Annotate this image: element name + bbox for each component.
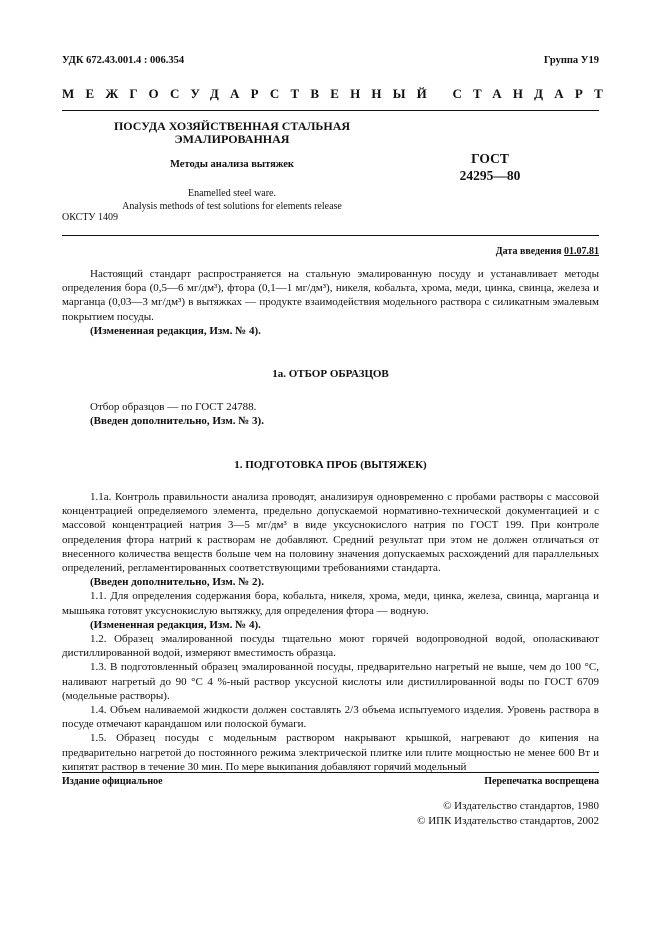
section-1-heading: 1. ПОДГОТОВКА ПРОБ (ВЫТЯЖЕК) <box>234 459 427 471</box>
effective-date-value: 01.07.81 <box>564 246 599 257</box>
udk-code: УДК 672.43.001.4 : 006.354 <box>62 55 185 66</box>
section-1a-body <box>62 400 599 428</box>
section-1-body <box>62 490 599 774</box>
copyright-2002: © ИПК Издательство стандартов, 2002 <box>417 815 599 827</box>
gost-number: 24295—80 <box>459 168 521 183</box>
intro-section <box>62 267 599 338</box>
intro-paragraph: Настоящий стандарт распространяется на стальную эмалированную посуду и устанавливает методы определения бора (0,5—6 мг/дм³), фтора (0,1—1 мг/дм³), никеля, кобальта, хрома, меди, цинка, свинца, железа и марганца (0,03—3 мг/дм³) в вытяжках — продукте взаимодействия модельного раствора с силикатным эмалевым покрытием посуды. <box>62 268 599 323</box>
paragraph-1-5: 1.5. Образец посуды с модельным раствором накрывают крышкой, нагревают до кипения на предварительно нагретой до постоянного режима электрической плитке или плите мощностью не менее 600 Вт и кипятят раствор в течение 30 мин. По мере выкипания добавляют горячий модельный <box>62 732 599 773</box>
english-title-line-1: Enamelled steel ware. <box>187 188 276 199</box>
middle-divider <box>62 235 599 236</box>
copyright-1980: © Издательство стандартов, 1980 <box>443 800 599 812</box>
group-code: Группа У19 <box>543 55 599 66</box>
top-divider <box>62 110 599 111</box>
paragraph-1-2: 1.2. Образец эмалированной посуды тщательно моют горячей водопроводной водой, ополаскивают дистиллированной водой, измеряют вместимость образца. <box>62 633 599 660</box>
amendment-1-1: (Измененная редакция, Изм. № 4). <box>90 618 261 631</box>
paragraph-1-1a: 1.1а. Контроль правильности анализа проводят, анализируя одновременно с пробами растворы с массовой концентрацией определяемого элемента, предельно допускаемой нормативно-технической документацией и с массовой концентрацией натрия 3—5 мг/дм³ в виде уксуснокислого натрия по ГОСТ 199. При контроле определения фтора натрий к растворам не добавляют. Средний результат при этом не должен отличаться от внесенного количества веществ больше чем на половину значения допускаемых расхождений для параллельных определений, регламентированных соответствующими требованиями стандарта. <box>62 491 599 575</box>
subtitle: Методы анализа вытяжек <box>170 159 294 170</box>
english-title <box>62 187 402 213</box>
section-1a-amendment: (Введен дополнительно, Изм. № 3). <box>90 415 264 428</box>
effective-date-label: Дата введения <box>495 246 562 257</box>
footer-divider <box>62 772 599 773</box>
title-line-2: ЭМАЛИРОВАННАЯ <box>174 132 290 146</box>
title-block <box>62 120 402 213</box>
intro-amendment: (Измененная редакция, Изм. № 4). <box>90 324 261 337</box>
paragraph-1-4: 1.4. Объем наливаемой жидкости должен составлять 2/3 объема испытуемого изделия. Уровень раствора в посуде отмечают карандашом или полоской бумаги. <box>62 704 599 731</box>
paragraph-1-1: 1.1. Для определения содержания бора, кобальта, никеля, хрома, меди, цинка, железа, свинца, марганца и мышьяка готовят уксуснокислую вытяжку, для определения фтора — водную. <box>62 590 599 617</box>
interstate-standard-banner: МЕЖГОСУДАРСТВЕННЫЙ СТАНДАРТ <box>62 86 615 101</box>
section-1a-heading: 1а. ОТБОР ОБРАЗЦОВ <box>272 368 389 380</box>
gost-label: ГОСТ <box>471 151 509 166</box>
oksty-code: ОКСТУ 1409 <box>62 212 119 223</box>
reprint-forbidden-label: Перепечатка воспрещена <box>484 776 599 787</box>
paragraph-1-3: 1.3. В подготовленный образец эмалированной посуды, предварительно нагретый не выше, чем до 100 °С, наливают нагретый до 90 °С 4 %-ный раствор уксусной кислоты или дистиллированной воды по ГОСТ 6709 (модельные растворы). <box>62 661 599 702</box>
effective-date <box>496 246 599 257</box>
english-title-line-2: Analysis methods of test solutions for elements release <box>122 201 342 212</box>
gost-designation <box>450 150 530 184</box>
section-1a-paragraph: Отбор образцов — по ГОСТ 24788. <box>90 401 257 413</box>
official-edition-label: Издание официальное <box>62 776 163 787</box>
title-line-1: ПОСУДА ХОЗЯЙСТВЕННАЯ СТАЛЬНАЯ <box>113 119 351 133</box>
amendment-1-1a: (Введен дополнительно, Изм. № 2). <box>90 576 264 589</box>
